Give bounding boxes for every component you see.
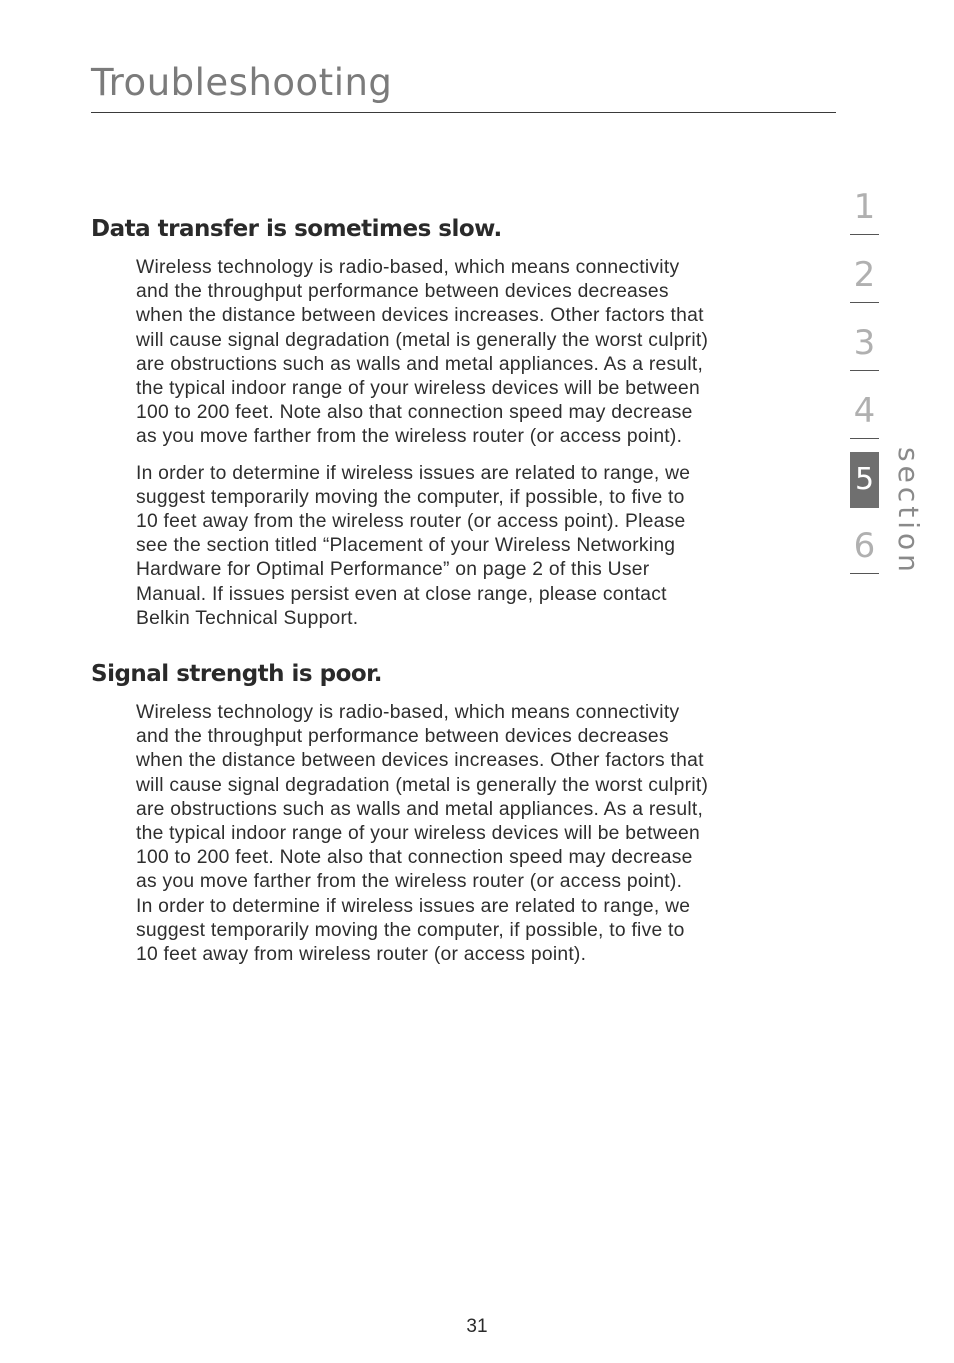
section-nav-item-5-active[interactable]: 5 bbox=[850, 452, 879, 508]
section-heading-signal-strength: Signal strength is poor. bbox=[91, 661, 382, 688]
section-nav-item-4[interactable]: 4 bbox=[850, 386, 879, 439]
section-nav-item-2[interactable]: 2 bbox=[850, 250, 879, 303]
section-nav bbox=[850, 182, 880, 589]
section-nav-item-3[interactable]: 3 bbox=[850, 318, 879, 371]
main-content bbox=[91, 212, 811, 967]
section-nav-item-1[interactable]: 1 bbox=[850, 182, 879, 235]
section-label: section bbox=[892, 447, 925, 576]
section-heading-data-transfer: Data transfer is sometimes slow. bbox=[91, 216, 502, 242]
page-title: Troubleshooting bbox=[91, 61, 393, 104]
section-nav-item-6[interactable]: 6 bbox=[850, 521, 879, 574]
title-divider bbox=[91, 112, 836, 113]
body-paragraph: Wireless technology is radio-based, which means connectivity and the throughput performance between devices decreases when the distance between devices increases. Other factors that will cause signal degradation (metal is generally the worst culprit) are obstructions such as walls and metal appliances. As a result, the typical indoor range of your wireless devices will be between 100 to 200 feet. Note also that connection speed may decrease as you move farther from the wireless router (or access point). bbox=[136, 257, 709, 448]
body-paragraph: Wireless technology is radio-based, which means connectivity and the throughput performance between devices decreases when the distance between devices increases. Other factors that will cause signal degradation (metal is generally the worst culprit) are obstructions such as walls and metal appliances. As a result, the typical indoor range of your wireless devices will be between 100 to 200 feet. Note also that connection speed may decrease as you move farther from the wireless router (or access point). In order to determine if wireless issues are related to range, we suggest temporarily moving the computer, if possible, to five to 10 feet away from wireless router (or access point). bbox=[136, 702, 709, 966]
page-number: 31 bbox=[466, 1316, 488, 1337]
body-paragraph: In order to determine if wireless issues are related to range, we suggest temporarily moving the computer, if possible, to five to 10 feet away from the wireless router (or access point). Please see the section titled “Placement of your Wireless Networking Hardware for Optimal Performance” on page 2 of this User Manual. If issues persist even at close range, please contact Belkin Technical Support. bbox=[136, 462, 691, 629]
